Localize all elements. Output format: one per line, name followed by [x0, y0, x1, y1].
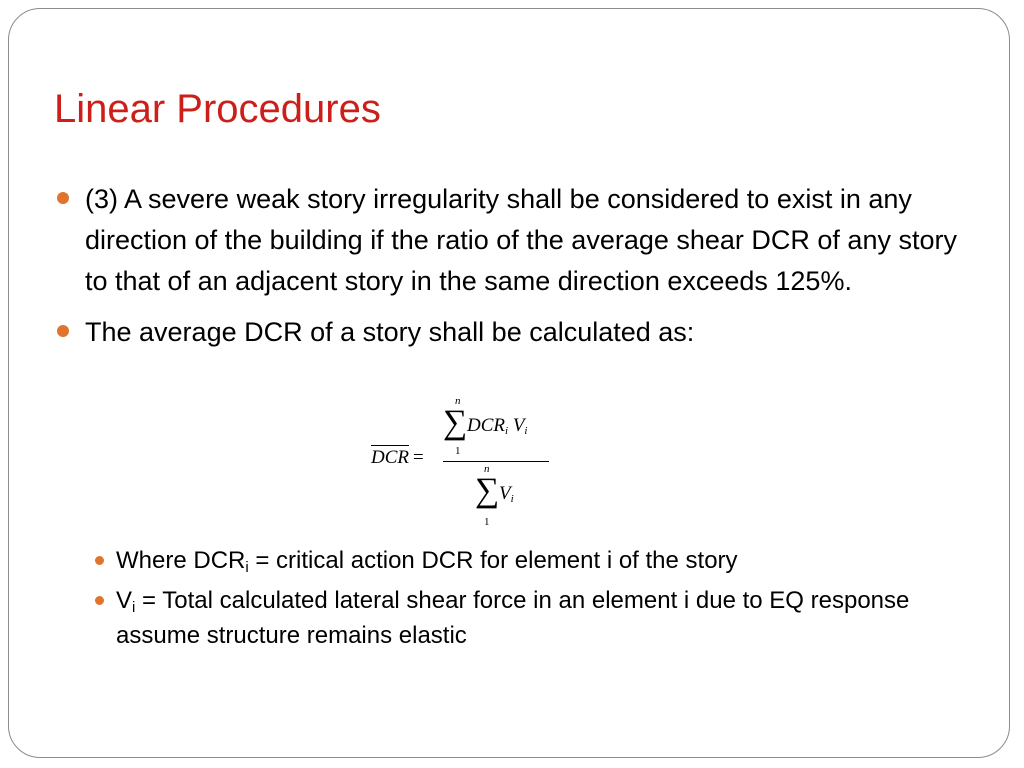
bullet-text: The average DCR of a story shall be calculated as:: [85, 317, 695, 347]
sub-bullet-list: [95, 543, 975, 653]
equals-sign: =: [413, 447, 424, 468]
sub-bullet-dot-icon: [95, 556, 104, 565]
denominator-v-subscript: i: [510, 493, 514, 505]
denominator-term: [499, 483, 514, 505]
sub-bullet-item: [95, 543, 975, 578]
dcr-bar-symbol: DCR: [371, 447, 409, 468]
numerator-sigma-icon: ∑: [443, 404, 468, 441]
sub-bullet-subscript: i: [245, 559, 249, 576]
bullet-dot-icon: [57, 192, 69, 204]
denominator-v: V: [499, 483, 511, 504]
sub-bullet-text-before: Where DCR: [116, 547, 246, 574]
numerator-dcr: DCR: [467, 415, 505, 436]
sub-bullet-text-after: = Total calculated lateral shear force in an element i due to EQ response assume structure remains elastic: [116, 587, 910, 649]
numerator-upper-limit: n: [455, 395, 461, 407]
bullet-text: (3) A severe weak story irregularity shall be considered to exist in any direction of the building if the ratio of the average shear DCR of any story to that of an adjacent story in the same direction exceeds 125%.: [85, 184, 957, 296]
denominator-lower-limit: 1: [484, 516, 490, 528]
bullet-item: [57, 312, 957, 353]
bullet-dot-icon: [57, 325, 69, 337]
sub-bullet-subscript: i: [132, 599, 136, 616]
sub-bullet-text-before: V: [116, 587, 133, 614]
numerator-dcr-subscript: i: [505, 425, 509, 437]
bullet-item: [57, 179, 957, 302]
denominator-upper-limit: n: [484, 463, 490, 475]
average-dcr-equation: [367, 395, 567, 535]
bullet-list: [57, 179, 957, 353]
numerator-lower-limit: 1: [455, 445, 461, 457]
numerator-term: [467, 415, 527, 437]
equation-lhs: [371, 447, 424, 469]
sub-bullet-text-after: = critical action DCR for element i of the story: [248, 547, 738, 574]
denominator-sigma-icon: ∑: [475, 472, 500, 509]
numerator-v: V: [512, 415, 525, 436]
sub-bullet-dot-icon: [95, 596, 104, 605]
slide-title: Linear Procedures: [54, 87, 381, 131]
slide-frame: [8, 8, 1010, 758]
numerator-v-subscript: i: [524, 425, 528, 437]
fraction-bar: [443, 461, 549, 462]
sub-bullet-item: [95, 583, 975, 653]
